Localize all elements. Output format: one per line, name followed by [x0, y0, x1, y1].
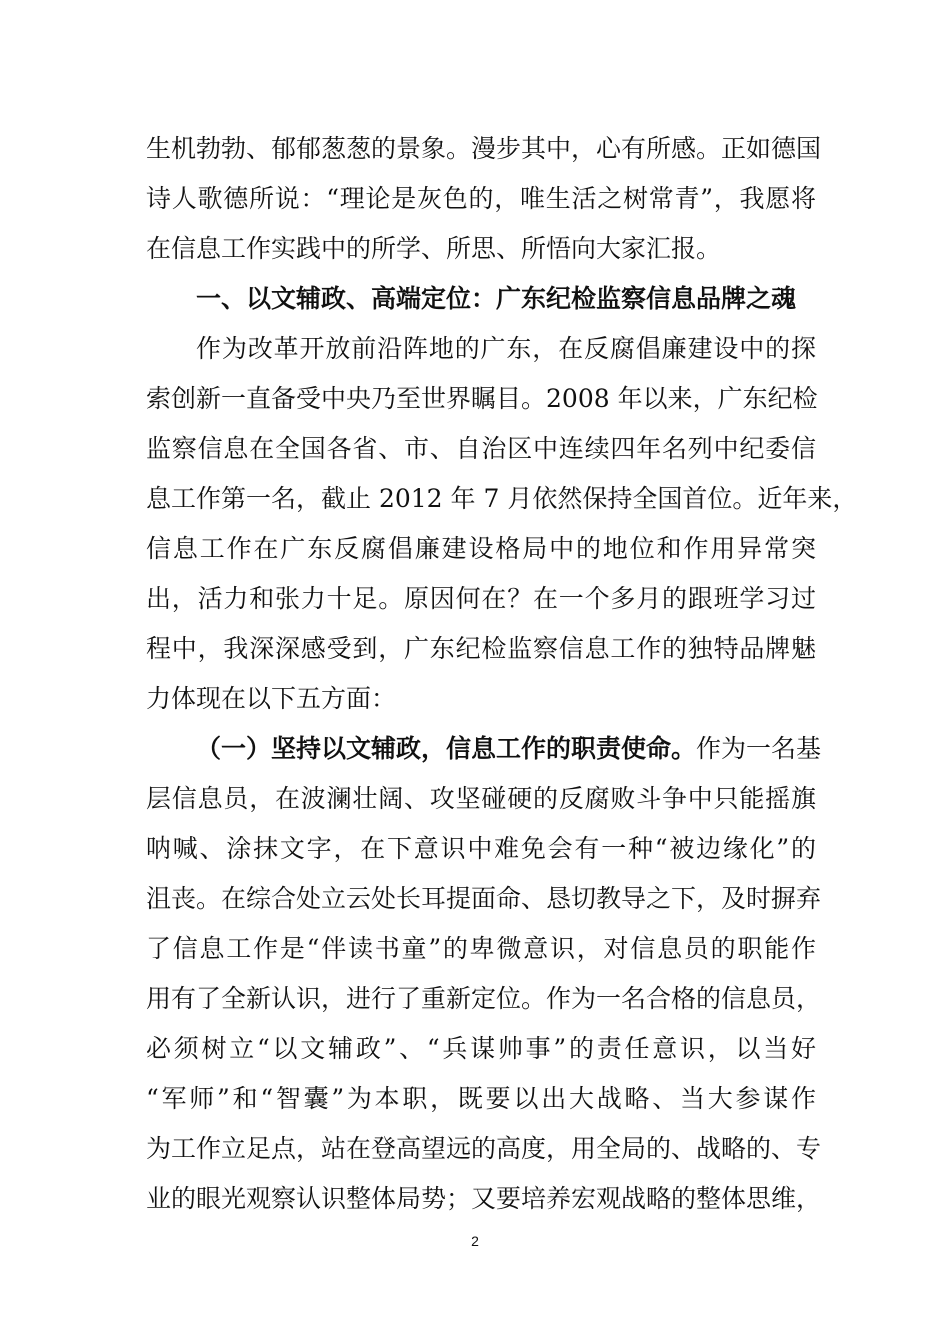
body-text-line: “军师”和“智囊”为本职，既要以出大战略、当大参谋作: [146, 1084, 816, 1113]
subsection-lead-rest: 作为一名基: [696, 734, 822, 763]
body-text-line: 业的眼光观察认识整体局势；又要培养宏观战略的整体思维，: [146, 1184, 822, 1213]
body-text-line: 作为改革开放前沿阵地的广东，在反腐倡廉建设中的探: [196, 334, 816, 363]
body-text-line: 为工作立足点，站在登高望远的高度，用全局的、战略的、专: [146, 1134, 822, 1163]
page-number: 2: [471, 1233, 479, 1249]
body-text-line: 力体现在以下五方面：: [146, 684, 397, 713]
body-text-line: 息工作第一名，截止 2012 年 7 月依然保持全国首位。近年来，: [146, 484, 858, 513]
subsection-first-line: [196, 733, 822, 765]
body-text-line: 了信息工作是“伴读书童”的卑微意识，对信息员的职能作: [146, 934, 816, 963]
body-text-line: 程中，我深深感受到，广东纪检监察信息工作的独特品牌魅: [146, 634, 816, 663]
body-text-line: 用有了全新认识，进行了重新定位。作为一名合格的信息员，: [146, 984, 822, 1013]
body-text-line: 索创新一直备受中央乃至世界瞩目。2008 年以来，广东纪检: [146, 384, 818, 413]
body-text-line: 层信息员，在波澜壮阔、攻坚碰硬的反腐败斗争中只能摇旗: [146, 784, 816, 813]
body-text-line: 沮丧。在综合处立云处长耳提面命、恳切教导之下，及时摒弃: [146, 884, 822, 913]
body-text-line: 在信息工作实践中的所学、所思、所悟向大家汇报。: [146, 234, 722, 263]
body-text-line: 出，活力和张力十足。原因何在？在一个多月的跟班学习过: [146, 584, 816, 613]
body-text-line: 监察信息在全国各省、市、自治区中连续四年名列中纪委信: [146, 434, 816, 463]
section-heading: 一、以文辅政、高端定位：广东纪检监察信息品牌之魂: [196, 284, 797, 313]
body-text-line: 信息工作在广东反腐倡廉建设格局中的地位和作用异常突: [146, 534, 816, 563]
body-text-line: 诗人歌德所说：“理论是灰色的，唯生活之树常青”，我愿将: [146, 184, 816, 213]
subsection-lead: （一）坚持以文辅政，信息工作的职责使命。: [196, 734, 697, 763]
body-text-line: 生机勃勃、郁郁葱葱的景象。漫步其中，心有所感。正如德国: [146, 134, 822, 163]
body-text-line: 呐喊、涂抹文字，在下意识中难免会有一种“被边缘化”的: [146, 834, 816, 863]
body-text-line: 必须树立“以文辅政”、“兵谋帅事”的责任意识，以当好: [146, 1034, 816, 1063]
